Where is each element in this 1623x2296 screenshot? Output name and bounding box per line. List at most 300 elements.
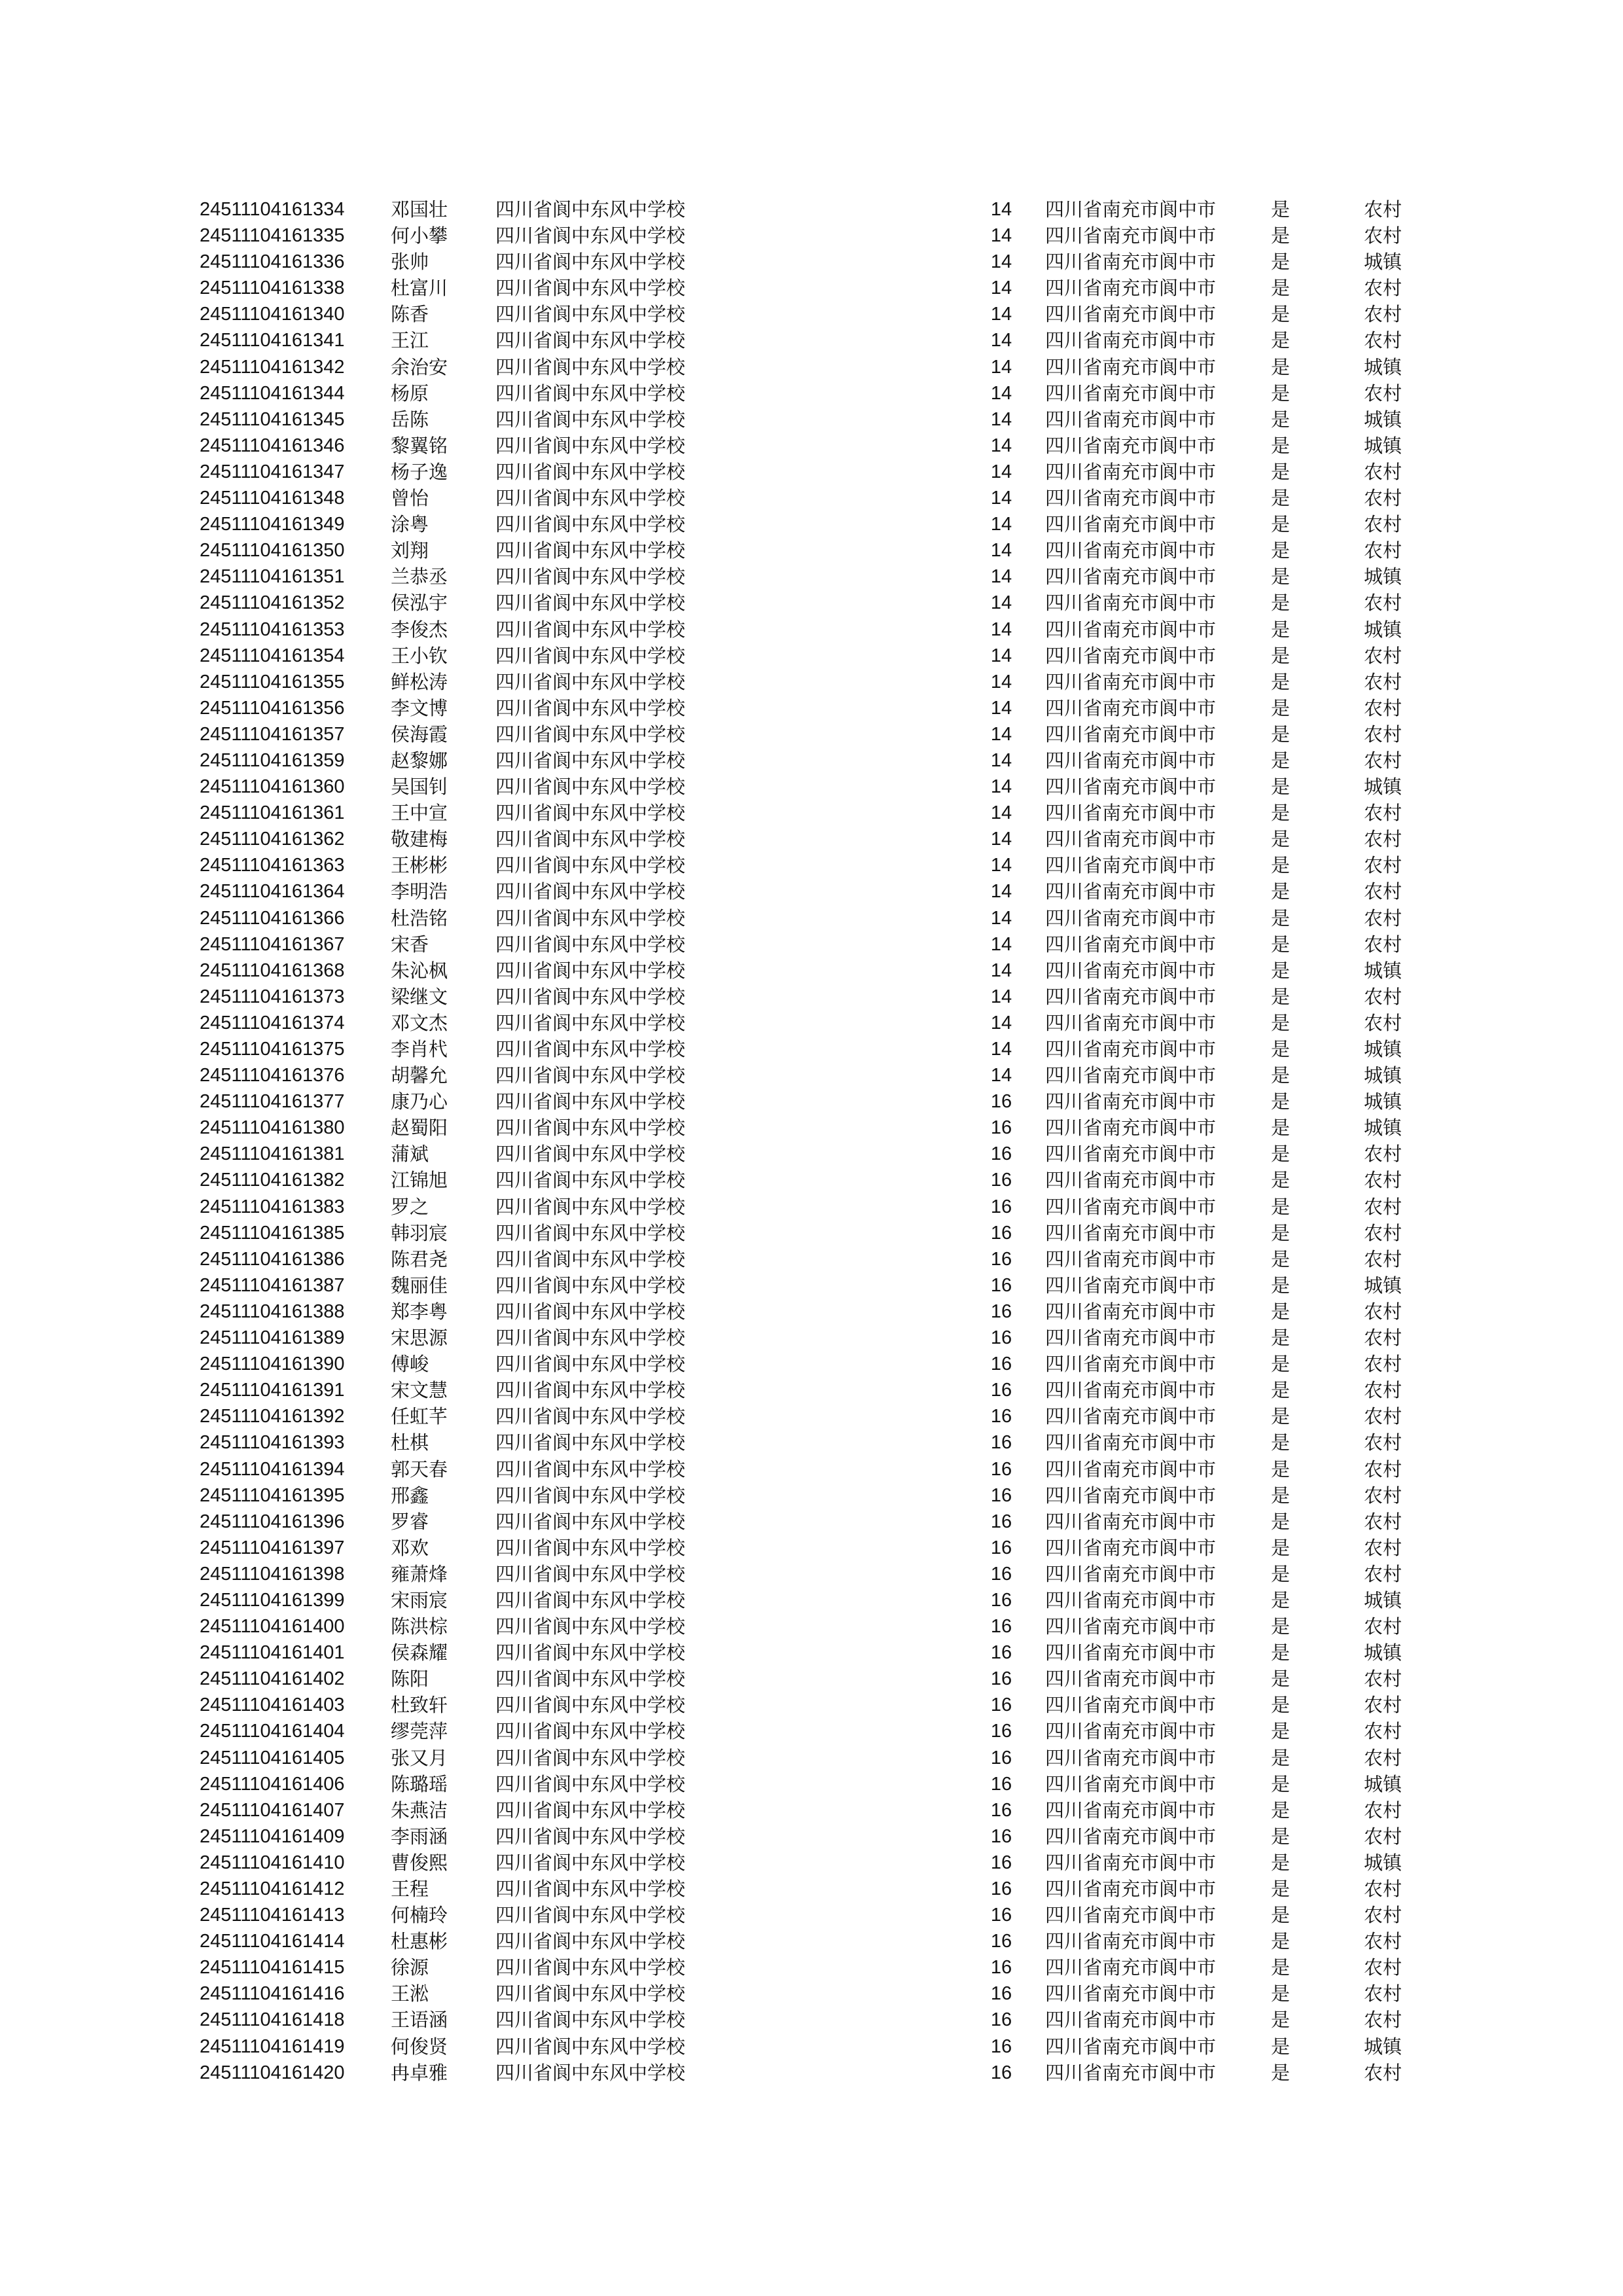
cell-age: 16 (990, 1721, 1012, 1742)
cell-id: 24511104161419 (200, 2036, 345, 2057)
cell-region: 四川省南充市阆中市 (1045, 1038, 1217, 1060)
cell-name: 侯海霞 (391, 723, 448, 745)
cell-name: 邓文杰 (391, 1011, 448, 1034)
cell-name: 康乃心 (391, 1090, 448, 1113)
cell-id: 24511104161401 (200, 1642, 345, 1664)
cell-school: 四川省阆中东风中学校 (495, 1615, 686, 1638)
cell-region: 四川省南充市阆中市 (1045, 1536, 1217, 1559)
cell-flag: 是 (1271, 618, 1291, 641)
cell-flag: 是 (1271, 1064, 1291, 1087)
cell-flag: 是 (1271, 1615, 1291, 1638)
cell-area: 农村 (1364, 303, 1402, 326)
cell-school: 四川省阆中东风中学校 (495, 1221, 686, 1244)
table-row (0, 1509, 1623, 1535)
cell-area: 农村 (1364, 1353, 1402, 1376)
cell-flag: 是 (1271, 1195, 1291, 1218)
cell-flag: 是 (1271, 1169, 1291, 1192)
cell-area: 城镇 (1364, 251, 1402, 274)
cell-age: 14 (990, 1039, 1012, 1060)
cell-age: 14 (990, 435, 1012, 456)
cell-name: 梁继文 (391, 985, 448, 1008)
cell-age: 16 (990, 1458, 1012, 1480)
cell-age: 14 (990, 408, 1012, 430)
cell-school: 四川省阆中东风中学校 (495, 2035, 686, 2058)
cell-region: 四川省南充市阆中市 (1045, 382, 1217, 404)
cell-id: 24511104161412 (200, 1878, 345, 1899)
cell-id: 24511104161393 (200, 1432, 345, 1454)
cell-id: 24511104161387 (200, 1274, 345, 1296)
cell-age: 14 (990, 829, 1012, 850)
cell-region: 四川省南充市阆中市 (1045, 1694, 1217, 1717)
cell-age: 16 (990, 1668, 1012, 1690)
cell-region: 四川省南充市阆中市 (1045, 224, 1217, 247)
cell-area: 城镇 (1364, 1641, 1402, 1664)
cell-age: 16 (990, 1563, 1012, 1585)
cell-name: 侯森耀 (391, 1641, 448, 1664)
cell-region: 四川省南充市阆中市 (1045, 1353, 1217, 1376)
cell-area: 城镇 (1364, 408, 1402, 431)
table-row (0, 1692, 1623, 1718)
cell-school: 四川省阆中东风中学校 (495, 1772, 686, 1795)
table-row (0, 275, 1623, 301)
cell-area: 农村 (1364, 2061, 1402, 2084)
cell-name: 陈君尧 (391, 1247, 448, 1270)
cell-region: 四川省南充市阆中市 (1045, 776, 1217, 798)
table-row (0, 196, 1623, 223)
cell-school: 四川省阆中东风中学校 (495, 1746, 686, 1769)
cell-school: 四川省阆中东风中学校 (495, 565, 686, 588)
cell-age: 14 (990, 619, 1012, 640)
cell-flag: 是 (1271, 1353, 1291, 1376)
cell-name: 何小攀 (391, 224, 448, 247)
cell-id: 24511104161338 (200, 278, 345, 299)
cell-name: 曹俊熙 (391, 1851, 448, 1874)
cell-name: 王小钦 (391, 644, 448, 667)
table-row (0, 1981, 1623, 2007)
cell-flag: 是 (1271, 2035, 1291, 2058)
cell-area: 农村 (1364, 1562, 1402, 1585)
cell-school: 四川省阆中东风中学校 (495, 1562, 686, 1585)
cell-school: 四川省阆中东风中学校 (495, 1510, 686, 1533)
cell-school: 四川省阆中东风中学校 (495, 1431, 686, 1454)
cell-flag: 是 (1271, 1117, 1291, 1139)
table-row (0, 1771, 1623, 1797)
cell-age: 16 (990, 1222, 1012, 1244)
cell-id: 24511104161366 (200, 907, 345, 929)
cell-name: 魏丽佳 (391, 1274, 448, 1297)
cell-area: 城镇 (1364, 1851, 1402, 1874)
cell-area: 农村 (1364, 880, 1402, 903)
cell-age: 14 (990, 986, 1012, 1007)
cell-region: 四川省南充市阆中市 (1045, 329, 1217, 352)
cell-id: 24511104161407 (200, 1799, 345, 1821)
cell-region: 四川省南充市阆中市 (1045, 723, 1217, 745)
cell-flag: 是 (1271, 1588, 1291, 1611)
cell-flag: 是 (1271, 565, 1291, 588)
cell-region: 四川省南充市阆中市 (1045, 1458, 1217, 1480)
cell-region: 四川省南充市阆中市 (1045, 985, 1217, 1008)
cell-region: 四川省南充市阆中市 (1045, 408, 1217, 431)
table-row (0, 1036, 1623, 1062)
cell-flag: 是 (1271, 1746, 1291, 1769)
cell-school: 四川省阆中东风中学校 (495, 880, 686, 903)
cell-flag: 是 (1271, 1956, 1291, 1979)
table-row (0, 1351, 1623, 1377)
table-row (0, 590, 1623, 616)
cell-id: 24511104161347 (200, 461, 345, 482)
cell-school: 四川省阆中东风中学校 (495, 985, 686, 1008)
cell-id: 24511104161341 (200, 330, 345, 351)
cell-age: 14 (990, 304, 1012, 325)
cell-school: 四川省阆中东风中学校 (495, 959, 686, 982)
cell-age: 14 (990, 592, 1012, 614)
cell-area: 农村 (1364, 329, 1402, 352)
cell-region: 四川省南充市阆中市 (1045, 1274, 1217, 1297)
cell-age: 16 (990, 1931, 1012, 1952)
cell-flag: 是 (1271, 224, 1291, 247)
cell-flag: 是 (1271, 985, 1291, 1008)
cell-age: 16 (990, 1406, 1012, 1427)
cell-name: 陈阳 (391, 1668, 429, 1691)
cell-region: 四川省南充市阆中市 (1045, 1379, 1217, 1402)
cell-flag: 是 (1271, 329, 1291, 352)
table-row (0, 1902, 1623, 1928)
cell-flag: 是 (1271, 1668, 1291, 1691)
data-table (0, 196, 1623, 2086)
table-row (0, 511, 1623, 537)
cell-region: 四川省南充市阆中市 (1045, 1878, 1217, 1900)
cell-area: 农村 (1364, 854, 1402, 877)
cell-flag: 是 (1271, 1878, 1291, 1900)
cell-region: 四川省南充市阆中市 (1045, 592, 1217, 615)
cell-flag: 是 (1271, 277, 1291, 300)
table-row (0, 1141, 1623, 1167)
cell-region: 四川省南充市阆中市 (1045, 1117, 1217, 1139)
cell-region: 四川省南充市阆中市 (1045, 1799, 1217, 1821)
cell-name: 岳陈 (391, 408, 429, 431)
cell-name: 宋香 (391, 933, 429, 956)
cell-id: 24511104161352 (200, 592, 345, 614)
cell-age: 14 (990, 907, 1012, 929)
cell-id: 24511104161351 (200, 566, 345, 588)
cell-name: 邓国壮 (391, 198, 448, 221)
table-row (0, 1429, 1623, 1456)
cell-region: 四川省南充市阆中市 (1045, 1668, 1217, 1691)
cell-name: 赵黎娜 (391, 749, 448, 772)
cell-school: 四川省阆中东风中学校 (495, 1878, 686, 1900)
cell-id: 24511104161386 (200, 1248, 345, 1270)
cell-area: 农村 (1364, 1694, 1402, 1717)
cell-region: 四川省南充市阆中市 (1045, 198, 1217, 221)
cell-school: 四川省阆中东风中学校 (495, 723, 686, 745)
cell-area: 农村 (1364, 1825, 1402, 1848)
cell-school: 四川省阆中东风中学校 (495, 1169, 686, 1192)
cell-school: 四川省阆中东风中学校 (495, 1090, 686, 1113)
cell-id: 24511104161354 (200, 645, 345, 666)
cell-region: 四川省南充市阆中市 (1045, 1327, 1217, 1350)
cell-area: 农村 (1364, 1615, 1402, 1638)
cell-name: 郭天春 (391, 1458, 448, 1480)
cell-area: 城镇 (1364, 2035, 1402, 2058)
cell-area: 农村 (1364, 1904, 1402, 1927)
cell-region: 四川省南充市阆中市 (1045, 959, 1217, 982)
table-row (0, 537, 1623, 564)
cell-area: 农村 (1364, 828, 1402, 851)
cell-name: 张帅 (391, 251, 429, 274)
cell-age: 14 (990, 566, 1012, 588)
cell-id: 24511104161400 (200, 1616, 345, 1638)
cell-region: 四川省南充市阆中市 (1045, 513, 1217, 536)
cell-school: 四川省阆中东风中学校 (495, 1720, 686, 1743)
cell-area: 农村 (1364, 1327, 1402, 1350)
cell-id: 24511104161336 (200, 251, 345, 273)
cell-area: 农村 (1364, 670, 1402, 693)
cell-age: 14 (990, 933, 1012, 955)
cell-area: 农村 (1364, 906, 1402, 929)
cell-area: 农村 (1364, 933, 1402, 956)
cell-name: 李雨涵 (391, 1825, 448, 1848)
cell-age: 16 (990, 1799, 1012, 1821)
cell-school: 四川省阆中东风中学校 (495, 854, 686, 877)
cell-school: 四川省阆中东风中学校 (495, 749, 686, 772)
table-row (0, 931, 1623, 958)
cell-area: 农村 (1364, 513, 1402, 536)
cell-age: 14 (990, 356, 1012, 378)
cell-area: 农村 (1364, 723, 1402, 745)
cell-school: 四川省阆中东风中学校 (495, 513, 686, 536)
cell-flag: 是 (1271, 1221, 1291, 1244)
cell-region: 四川省南充市阆中市 (1045, 1300, 1217, 1323)
cell-id: 24511104161382 (200, 1170, 345, 1191)
cell-area: 农村 (1364, 539, 1402, 562)
cell-id: 24511104161375 (200, 1039, 345, 1060)
cell-area: 农村 (1364, 1982, 1402, 2005)
cell-flag: 是 (1271, 1405, 1291, 1428)
cell-region: 四川省南充市阆中市 (1045, 1011, 1217, 1034)
cell-flag: 是 (1271, 1904, 1291, 1927)
cell-school: 四川省阆中东风中学校 (495, 1930, 686, 1953)
cell-school: 四川省阆中东风中学校 (495, 1405, 686, 1428)
cell-area: 城镇 (1364, 776, 1402, 798)
cell-school: 四川省阆中东风中学校 (495, 1851, 686, 1874)
cell-age: 14 (990, 697, 1012, 719)
cell-age: 14 (990, 960, 1012, 981)
cell-age: 16 (990, 1196, 1012, 1217)
cell-area: 农村 (1364, 460, 1402, 483)
cell-age: 16 (990, 1300, 1012, 1322)
cell-area: 农村 (1364, 1930, 1402, 1953)
cell-region: 四川省南充市阆中市 (1045, 802, 1217, 825)
cell-age: 16 (990, 1537, 1012, 1558)
cell-region: 四川省南充市阆中市 (1045, 2009, 1217, 2032)
cell-area: 城镇 (1364, 1274, 1402, 1297)
table-row (0, 1299, 1623, 1325)
cell-id: 24511104161395 (200, 1484, 345, 1506)
cell-area: 农村 (1364, 1956, 1402, 1979)
table-row (0, 878, 1623, 905)
cell-area: 农村 (1364, 1379, 1402, 1402)
cell-school: 四川省阆中东风中学校 (495, 539, 686, 562)
table-row (0, 406, 1623, 433)
cell-flag: 是 (1271, 1090, 1291, 1113)
cell-name: 陈璐瑶 (391, 1772, 448, 1795)
cell-name: 雍萧烽 (391, 1562, 448, 1585)
cell-school: 四川省阆中东风中学校 (495, 906, 686, 929)
cell-name: 何俊贤 (391, 2035, 448, 2058)
cell-region: 四川省南充市阆中市 (1045, 1746, 1217, 1769)
cell-id: 24511104161364 (200, 881, 345, 903)
cell-id: 24511104161335 (200, 225, 345, 247)
table-row (0, 1797, 1623, 1823)
cell-region: 四川省南充市阆中市 (1045, 1904, 1217, 1927)
cell-id: 24511104161346 (200, 435, 345, 456)
cell-age: 14 (990, 802, 1012, 824)
cell-name: 何楠玲 (391, 1904, 448, 1927)
cell-id: 24511104161391 (200, 1380, 345, 1401)
cell-age: 16 (990, 1773, 1012, 1795)
table-row (0, 1718, 1623, 1744)
cell-name: 王语涵 (391, 2009, 448, 2032)
cell-region: 四川省南充市阆中市 (1045, 670, 1217, 693)
cell-flag: 是 (1271, 1720, 1291, 1743)
cell-school: 四川省阆中东风中学校 (495, 382, 686, 404)
cell-name: 江锦旭 (391, 1169, 448, 1192)
cell-area: 城镇 (1364, 434, 1402, 457)
cell-id: 24511104161350 (200, 540, 345, 562)
table-row (0, 380, 1623, 406)
cell-school: 四川省阆中东风中学校 (495, 670, 686, 693)
cell-area: 农村 (1364, 592, 1402, 615)
cell-flag: 是 (1271, 408, 1291, 431)
cell-name: 赵蜀阳 (391, 1117, 448, 1139)
cell-age: 16 (990, 1248, 1012, 1270)
cell-region: 四川省南充市阆中市 (1045, 1982, 1217, 2005)
cell-id: 24511104161373 (200, 986, 345, 1007)
cell-school: 四川省阆中东风中学校 (495, 1274, 686, 1297)
table-row (0, 1377, 1623, 1403)
cell-flag: 是 (1271, 382, 1291, 404)
cell-age: 16 (990, 1380, 1012, 1401)
cell-id: 24511104161342 (200, 356, 345, 378)
cell-id: 24511104161368 (200, 960, 345, 981)
cell-area: 农村 (1364, 1536, 1402, 1559)
cell-school: 四川省阆中东风中学校 (495, 355, 686, 378)
cell-region: 四川省南充市阆中市 (1045, 1956, 1217, 1979)
cell-id: 24511104161363 (200, 855, 345, 876)
cell-school: 四川省阆中东风中学校 (495, 1195, 686, 1218)
cell-age: 14 (990, 488, 1012, 509)
cell-flag: 是 (1271, 1772, 1291, 1795)
cell-age: 16 (990, 1170, 1012, 1191)
cell-age: 16 (990, 2036, 1012, 2057)
cell-school: 四川省阆中东风中学校 (495, 1327, 686, 1350)
table-row (0, 433, 1623, 459)
cell-id: 24511104161403 (200, 1695, 345, 1716)
cell-age: 14 (990, 855, 1012, 876)
cell-region: 四川省南充市阆中市 (1045, 1588, 1217, 1611)
cell-area: 农村 (1364, 1720, 1402, 1743)
cell-age: 16 (990, 1616, 1012, 1638)
cell-region: 四川省南充市阆中市 (1045, 1090, 1217, 1113)
cell-id: 24511104161389 (200, 1327, 345, 1349)
cell-region: 四川省南充市阆中市 (1045, 2061, 1217, 2084)
cell-name: 侯泓宇 (391, 592, 448, 615)
cell-name: 黎翼铭 (391, 434, 448, 457)
cell-id: 24511104161344 (200, 382, 345, 404)
cell-name: 李文博 (391, 696, 448, 719)
cell-area: 城镇 (1364, 1772, 1402, 1795)
cell-flag: 是 (1271, 1300, 1291, 1323)
cell-age: 14 (990, 540, 1012, 562)
table-row (0, 1220, 1623, 1246)
cell-id: 24511104161383 (200, 1196, 345, 1217)
table-row (0, 1115, 1623, 1141)
cell-region: 四川省南充市阆中市 (1045, 539, 1217, 562)
cell-flag: 是 (1271, 303, 1291, 326)
cell-school: 四川省阆中东风中学校 (495, 224, 686, 247)
cell-area: 农村 (1364, 487, 1402, 510)
table-row (0, 1482, 1623, 1509)
cell-age: 16 (990, 1327, 1012, 1349)
cell-region: 四川省南充市阆中市 (1045, 1247, 1217, 1270)
cell-flag: 是 (1271, 355, 1291, 378)
table-row (0, 1823, 1623, 1850)
table-row (0, 485, 1623, 511)
cell-area: 农村 (1364, 1799, 1402, 1821)
cell-name: 曾怡 (391, 487, 429, 510)
cell-id: 24511104161410 (200, 1852, 345, 1873)
cell-id: 24511104161392 (200, 1406, 345, 1427)
cell-name: 罗之 (391, 1195, 429, 1218)
cell-name: 杜富川 (391, 277, 448, 300)
cell-name: 涂粤 (391, 513, 429, 536)
cell-name: 杜惠彬 (391, 1930, 448, 1953)
cell-region: 四川省南充市阆中市 (1045, 828, 1217, 851)
cell-school: 四川省阆中东风中学校 (495, 487, 686, 510)
cell-name: 朱沁枫 (391, 959, 448, 982)
cell-id: 24511104161362 (200, 829, 345, 850)
cell-school: 四川省阆中东风中学校 (495, 1038, 686, 1060)
cell-region: 四川省南充市阆中市 (1045, 1484, 1217, 1507)
table-row (0, 1954, 1623, 1981)
cell-region: 四川省南充市阆中市 (1045, 1825, 1217, 1848)
table-row (0, 984, 1623, 1010)
cell-name: 王程 (391, 1878, 429, 1900)
cell-name: 罗睿 (391, 1510, 429, 1533)
cell-id: 24511104161397 (200, 1537, 345, 1558)
table-row (0, 1535, 1623, 1561)
cell-area: 城镇 (1364, 1588, 1402, 1611)
cell-id: 24511104161388 (200, 1300, 345, 1322)
cell-region: 四川省南充市阆中市 (1045, 460, 1217, 483)
cell-age: 16 (990, 1143, 1012, 1165)
cell-flag: 是 (1271, 1982, 1291, 2005)
cell-area: 城镇 (1364, 959, 1402, 982)
cell-id: 24511104161361 (200, 802, 345, 824)
cell-region: 四川省南充市阆中市 (1045, 1221, 1217, 1244)
table-row (0, 1745, 1623, 1771)
table-row (0, 301, 1623, 327)
cell-area: 农村 (1364, 1484, 1402, 1507)
cell-school: 四川省阆中东风中学校 (495, 460, 686, 483)
cell-name: 蒲斌 (391, 1143, 429, 1166)
cell-region: 四川省南充市阆中市 (1045, 2035, 1217, 2058)
cell-flag: 是 (1271, 251, 1291, 274)
cell-area: 农村 (1364, 1169, 1402, 1192)
cell-area: 农村 (1364, 1458, 1402, 1480)
cell-name: 张又月 (391, 1746, 448, 1769)
cell-age: 16 (990, 1091, 1012, 1113)
